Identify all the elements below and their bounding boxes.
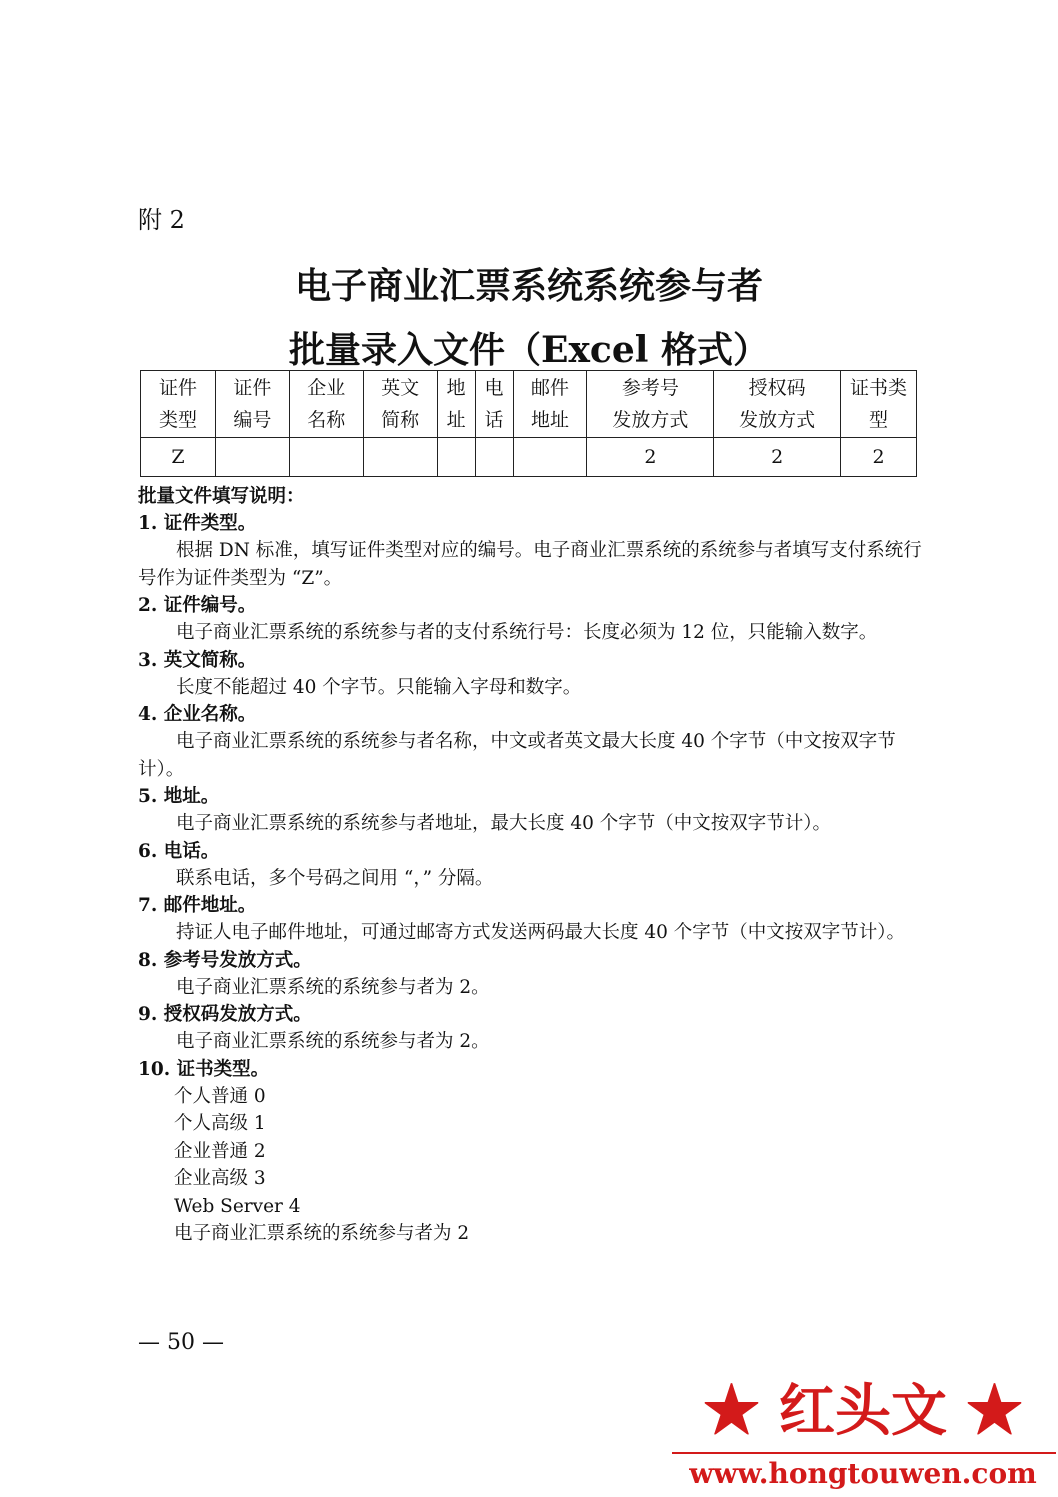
document-title-line-2: 批量录入文件（Excel 格式） [289,329,769,371]
header-cell: 参考号 发放方式 [587,371,714,438]
cert-type-item: 个人高级 1 [174,1113,266,1134]
cert-type-item: 企业普通 2 [174,1140,266,1162]
annex-label: 附 2 [138,206,185,234]
header-cell: 证件 编号 [215,371,289,438]
section-text: 持证人电子邮件地址，可通过邮寄方式发送两码最大长度 40 个字节（中文按双字节计）。 [176,922,906,943]
document-title-line-1: 电子商业汇票系统系统参与者 [294,265,763,307]
header-cell: 电 话 [475,371,513,438]
section-heading: 9. 授权码发放方式。 [138,1004,312,1025]
value-cell: Z [141,438,216,477]
section-text: 根据 DN 标准，填写证件类型对应的编号。电子商业汇票系统的系统参与者填写支付系统行号作为证件类型为 “Z”。 [138,540,922,589]
value-cell [475,438,513,477]
section-text: 电子商业汇票系统的系统参与者地址，最大长度 40 个字节（中文按双字节计）。 [176,813,832,834]
cert-type-note: 电子商业汇票系统的系统参与者为 2 [174,1223,470,1244]
value-cell [437,438,475,477]
section-heading: 8. 参考号发放方式。 [138,949,312,971]
value-cell [363,438,437,477]
section-heading: 10. 证书类型。 [138,1058,270,1080]
header-cell: 企业 名称 [289,371,363,438]
watermark-brand: ★ 红头文 ★ [703,1378,1023,1444]
filling-instructions [138,483,928,1248]
value-cell: 2 [587,438,714,477]
header-cell: 邮件 地址 [513,371,587,438]
section-heading: 3. 英文简称。 [138,649,257,671]
site-watermark [668,1372,1058,1497]
value-cell [289,438,363,477]
header-cell: 英文 简称 [363,371,437,438]
value-cell [513,438,587,477]
table-header-row [141,371,917,438]
batch-entry-table [140,370,917,477]
page-number: — 50 — [138,1330,224,1355]
section-heading: 7. 邮件地址。 [138,895,257,916]
table-row [141,438,917,477]
section-heading: 6. 电话。 [138,840,220,862]
header-cell: 地 址 [437,371,475,438]
section-heading: 2. 证件编号。 [138,595,257,616]
watermark-url: www.hongtouwen.com [689,1457,1037,1490]
notes-title: 批量文件填写说明： [138,486,305,507]
section-heading: 1. 证件类型。 [138,513,257,534]
section-heading: 5. 地址。 [138,786,220,807]
cert-type-item: 个人普通 0 [174,1085,266,1107]
header-cell: 证件 类型 [141,371,216,438]
value-cell: 2 [714,438,841,477]
section-text: 电子商业汇票系统的系统参与者名称，中文或者英文最大长度 40 个字节（中文按双字节计）。 [138,731,896,780]
section-text: 电子商业汇票系统的系统参与者的支付系统行号：长度必须为 12 位，只能输入数字。 [176,622,878,643]
cert-type-item: Web Server 4 [174,1195,301,1217]
header-cell: 授权码 发放方式 [714,371,841,438]
section-text: 电子商业汇票系统的系统参与者为 2。 [176,1031,490,1052]
section-heading: 4. 企业名称。 [138,704,257,725]
value-cell: 2 [841,438,917,477]
section-text: 电子商业汇票系统的系统参与者为 2。 [176,976,490,998]
cert-type-item: 企业高级 3 [174,1168,266,1189]
header-cell: 证书类 型 [841,371,917,438]
section-text: 联系电话，多个号码之间用 “，” 分隔。 [176,867,494,889]
section-text: 长度不能超过 40 个字节。只能输入字母和数字。 [176,676,582,698]
value-cell [215,438,289,477]
